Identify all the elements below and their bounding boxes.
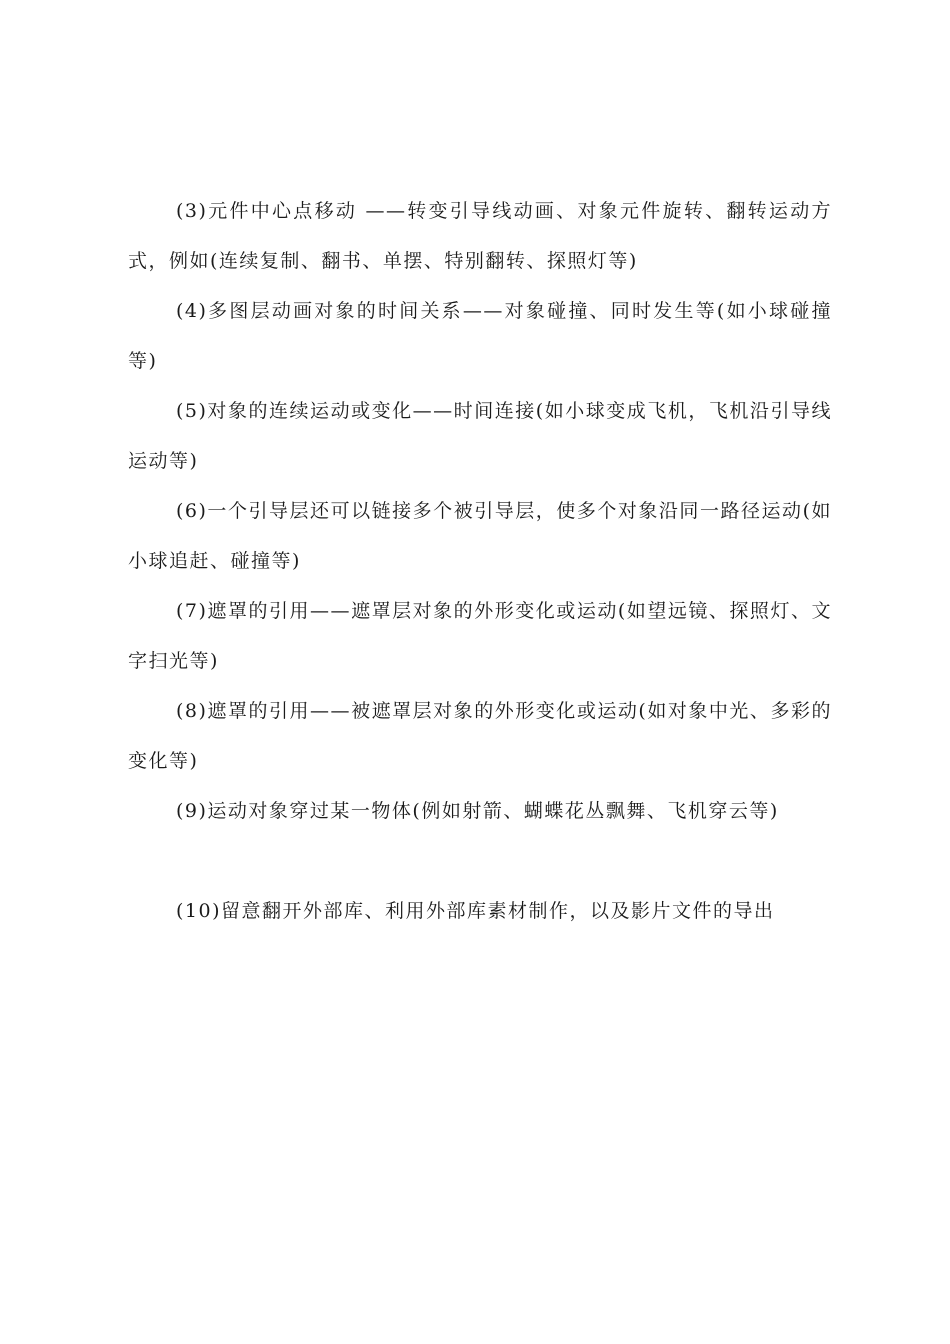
document-body: [128, 186, 832, 936]
paragraph-item-8: (8)遮罩的引用——被遮罩层对象的外形变化或运动(如对象中光、多彩的变化等): [128, 700, 832, 772]
paragraph-item-5: (5)对象的连续运动或变化——时间连接(如小球变成飞机，飞机沿引导线运动等): [128, 400, 832, 472]
paragraph-item-3: (3)元件中心点移动 ——转变引导线动画、对象元件旋转、翻转运动方式，例如(连续复制、翻书、单摆、特别翻转、探照灯等): [128, 200, 832, 272]
paragraph-item-7: (7)遮罩的引用——遮罩层对象的外形变化或运动(如望远镜、探照灯、文字扫光等): [128, 600, 832, 672]
paragraph-item-4: (4)多图层动画对象的时间关系——对象碰撞、同时发生等(如小球碰撞等): [128, 300, 832, 372]
paragraph-item-6: (6)一个引导层还可以链接多个被引导层，使多个对象沿同一路径运动(如小球追赶、碰撞等): [128, 500, 832, 572]
paragraph-item-10: (10)留意翻开外部库、利用外部库素材制作，以及影片文件的导出: [176, 900, 775, 922]
paragraph-item-9: (9)运动对象穿过某一物体(例如射箭、蝴蝶花丛飘舞、飞机穿云等): [176, 800, 779, 822]
